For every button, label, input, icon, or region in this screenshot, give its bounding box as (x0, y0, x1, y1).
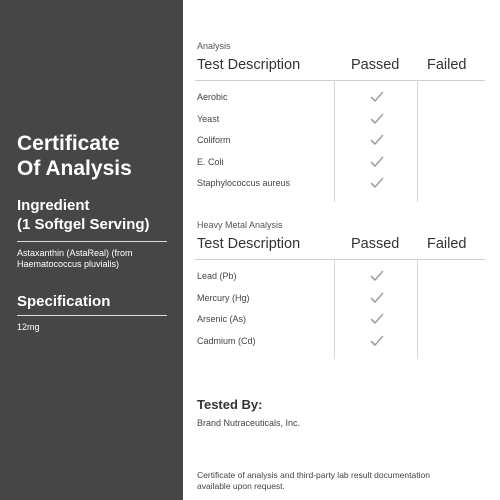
test-row-label: Cadmium (Cd) (197, 335, 256, 346)
check-icon (370, 156, 384, 168)
title-line-2: Of Analysis (17, 157, 132, 180)
ingredient-heading-line-1: Ingredient (17, 197, 90, 214)
heavy-metal-header-failed: Failed (427, 236, 467, 252)
heavy-metal-col-divider-2 (417, 259, 418, 359)
test-row-label: Coliform (197, 135, 231, 145)
check-icon (370, 292, 384, 304)
analysis-header-failed: Failed (427, 57, 467, 73)
heavy-metal-header-rule (195, 259, 485, 260)
check-icon (370, 134, 384, 146)
test-row-label: Lead (Pb) (197, 271, 237, 281)
specification-value: 12mg (17, 322, 40, 332)
tested-by-heading: Tested By: (197, 397, 263, 412)
sidebar-panel (0, 0, 183, 500)
check-icon (370, 91, 384, 103)
heavy-metal-header-passed: Passed (351, 236, 400, 252)
test-row-label: E. Coli (197, 156, 224, 167)
footer-note: Certificate of analysis and third-party lab result documentation available upon request. (197, 470, 430, 491)
specification-heading: Specification (17, 293, 111, 310)
title-line-1: Certificate (17, 132, 120, 155)
ingredient-divider (17, 241, 167, 242)
check-icon (370, 270, 384, 282)
check-icon (370, 177, 384, 189)
tested-by-value: Brand Nutraceuticals, Inc. (197, 418, 301, 428)
heavy-metal-col-divider-1 (334, 259, 335, 359)
specification-divider (17, 315, 167, 316)
analysis-header-rule (195, 80, 485, 81)
test-row-label: Yeast (197, 113, 220, 124)
test-row-label: Mercury (Hg) (197, 292, 250, 303)
test-row-label: Aerobic (197, 92, 228, 102)
heavy-metal-header-description: Test Description (197, 236, 301, 252)
check-icon (370, 335, 384, 347)
check-icon (370, 113, 384, 125)
test-row-label: Staphylococcus aureus (197, 178, 291, 188)
analysis-header-passed: Passed (351, 57, 400, 73)
document-title (17, 131, 177, 181)
analysis-col-divider-1 (334, 80, 335, 202)
results-panel (183, 0, 500, 500)
analysis-col-divider-2 (417, 80, 418, 202)
analysis-header-description: Test Description (197, 57, 301, 73)
ingredient-heading (17, 196, 177, 234)
test-row-label: Arsenic (As) (197, 314, 247, 324)
analysis-section-label: Analysis (197, 41, 231, 51)
check-icon (370, 313, 384, 325)
ingredient-value: Astaxanthin (AstaReal) (from Haematococcus pluvialis) (17, 248, 133, 269)
heavy-metal-section-label: Heavy Metal Analysis (197, 220, 283, 230)
ingredient-heading-line-2: (1 Softgel Serving) (17, 216, 150, 233)
